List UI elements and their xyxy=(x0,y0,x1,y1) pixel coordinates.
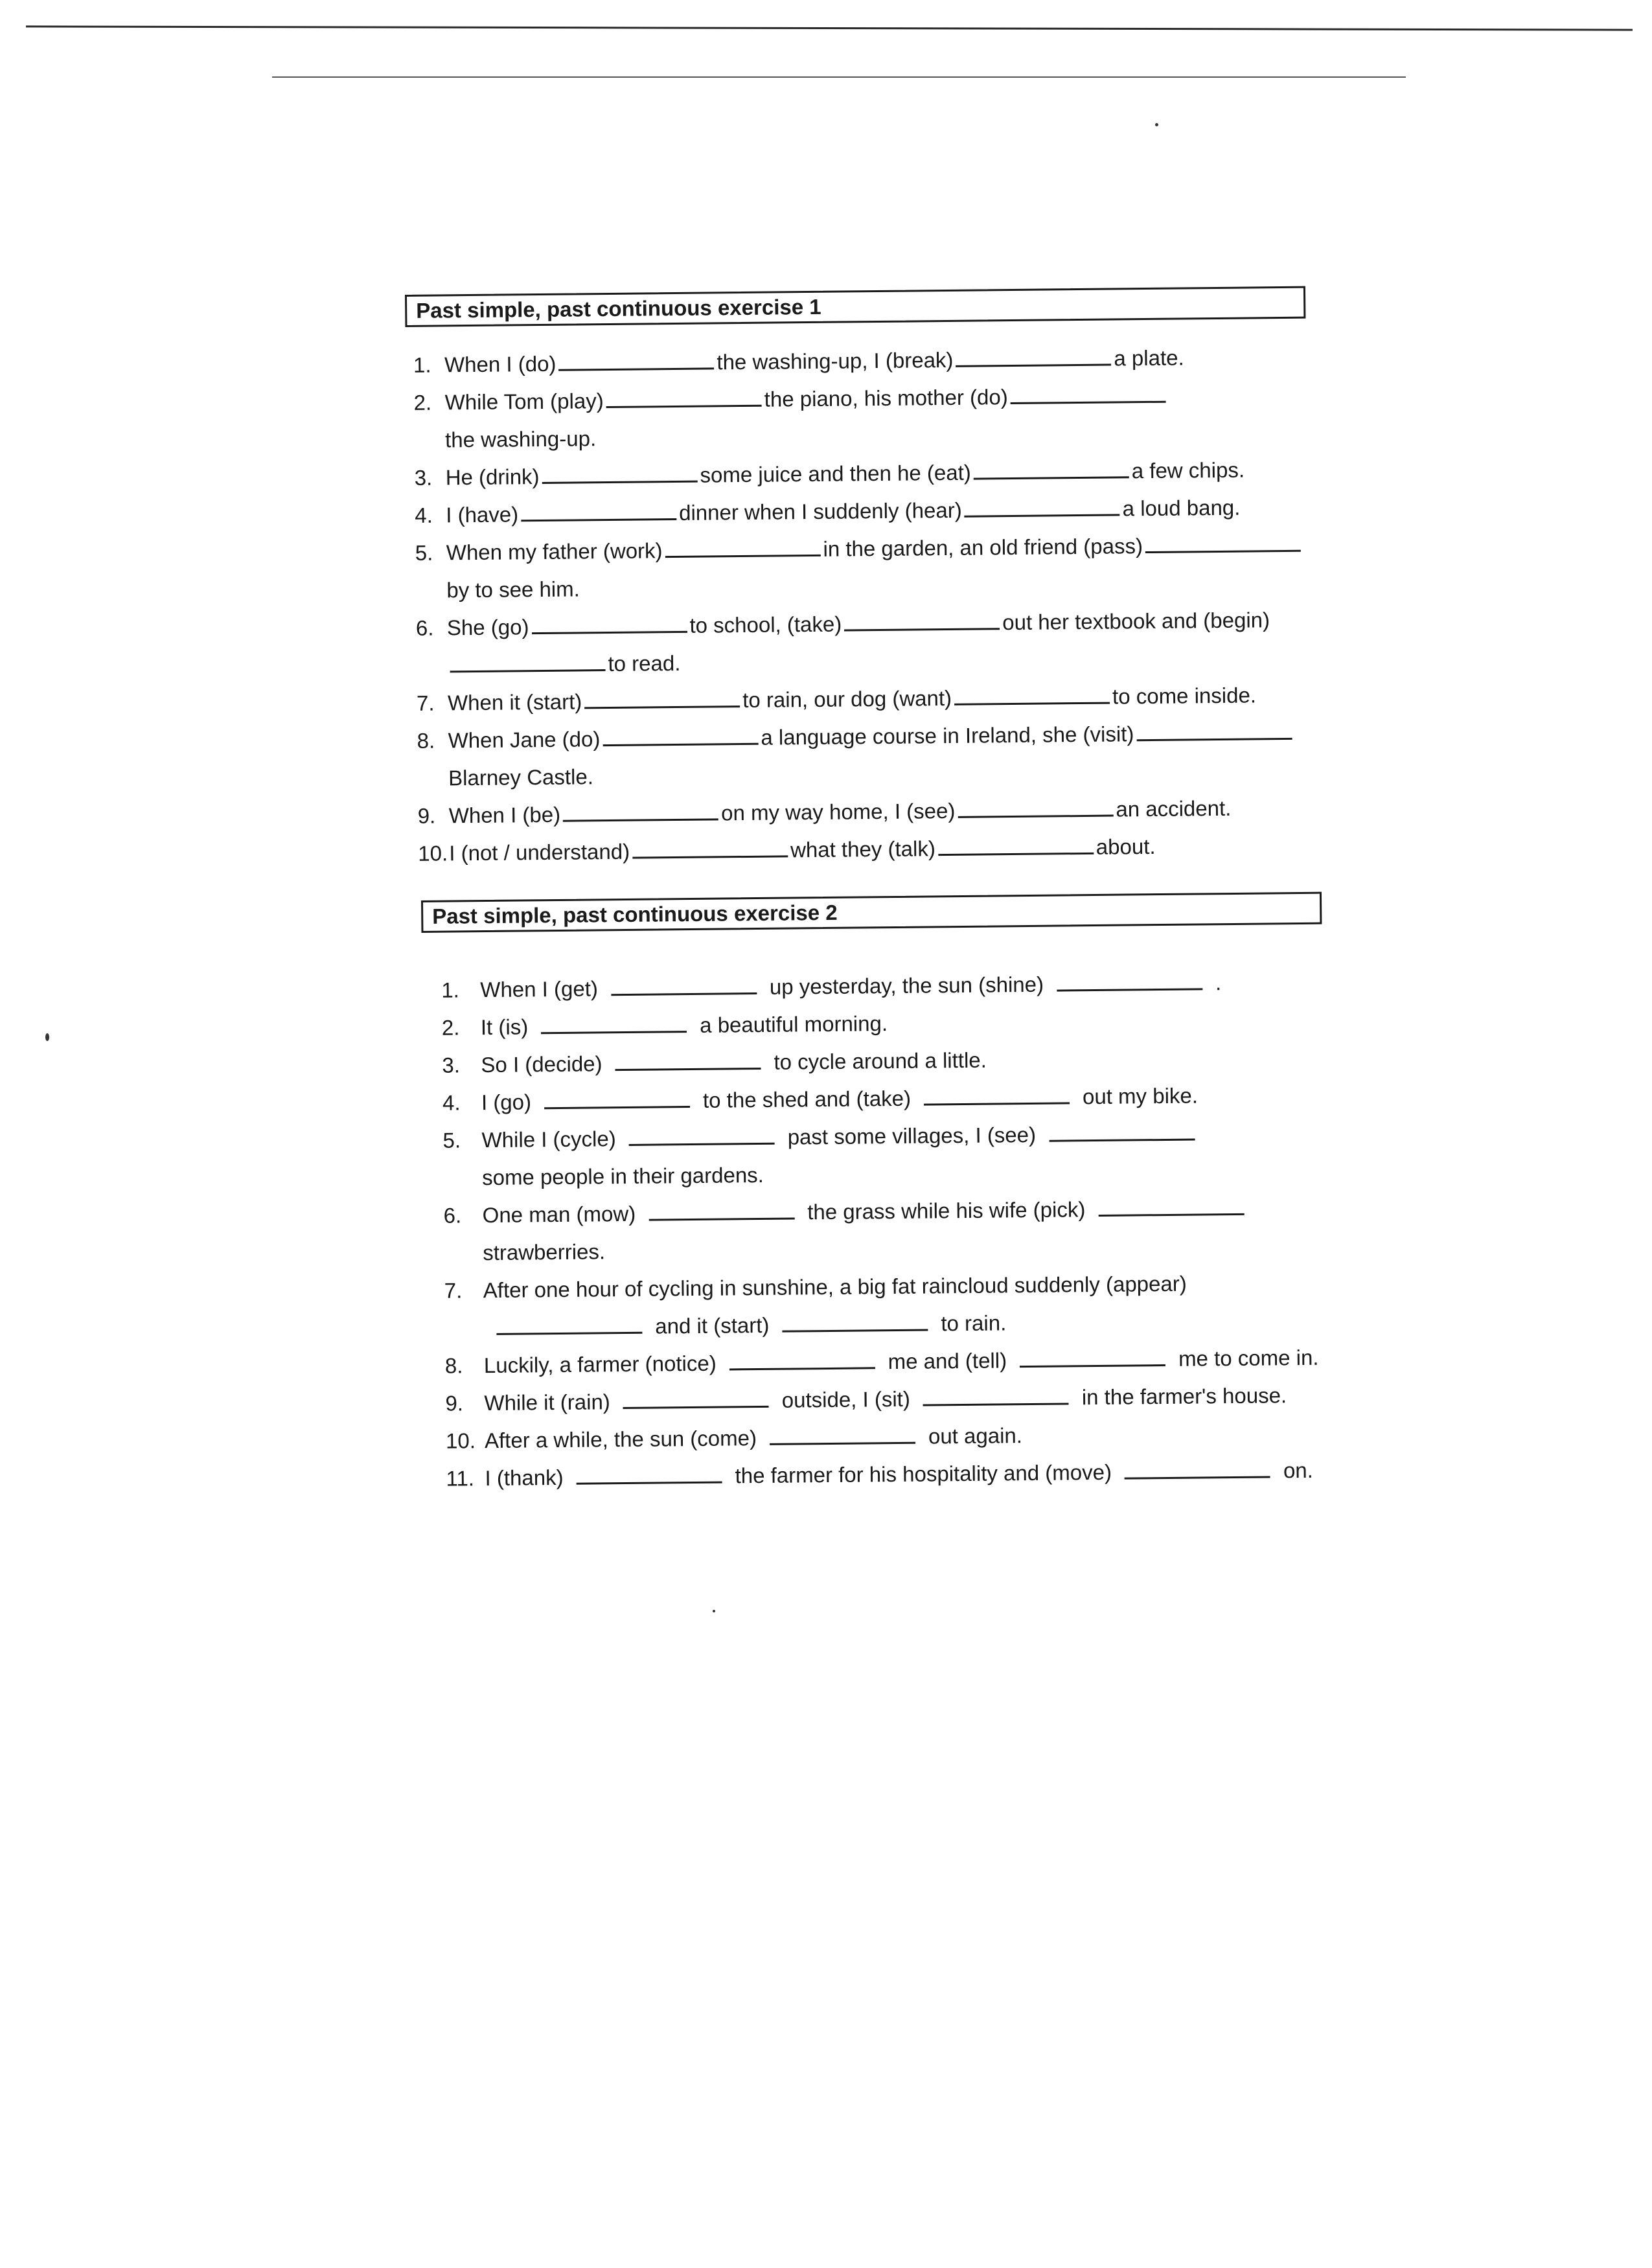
item-text: me to come in. xyxy=(1178,1345,1319,1371)
answer-blank[interactable] xyxy=(1136,716,1292,741)
answer-blank[interactable] xyxy=(1020,1342,1165,1368)
item-number: 11. xyxy=(446,1466,475,1491)
item-number: 9. xyxy=(417,803,436,828)
item-number: 10. xyxy=(445,1428,476,1453)
item-text: outside, I (sit) xyxy=(781,1386,911,1412)
item-number: 6. xyxy=(415,615,434,640)
item-number: 9. xyxy=(445,1391,464,1415)
answer-blank[interactable] xyxy=(974,454,1129,479)
item-text: I (thank) xyxy=(485,1465,564,1491)
scan-edge-line xyxy=(26,25,1633,30)
item-text: in the farmer's house. xyxy=(1081,1383,1287,1410)
item-text: to read. xyxy=(608,650,681,676)
item-number: 2. xyxy=(413,390,432,415)
item-text: When my father (work) xyxy=(446,538,663,565)
item-number: 5. xyxy=(415,540,433,565)
answer-blank[interactable] xyxy=(632,833,788,858)
item-text: to rain, our dog (want) xyxy=(742,685,952,713)
item-text: When I (get) xyxy=(480,976,599,1002)
item-text: on my way home, I (see) xyxy=(720,798,956,825)
item-text: by to see him. xyxy=(446,577,580,602)
item-text: some people in their gardens. xyxy=(481,1162,764,1190)
item-text: the washing-up. xyxy=(444,426,597,452)
answer-blank[interactable] xyxy=(558,345,714,371)
item-number: 7. xyxy=(416,691,435,715)
item-text: dinner when I suddenly (hear) xyxy=(678,498,962,525)
answer-blank[interactable] xyxy=(956,342,1111,367)
exercise-2 xyxy=(421,892,1327,1498)
item-number: 8. xyxy=(417,728,435,753)
item-text: One man (mow) xyxy=(482,1201,636,1228)
answer-blank[interactable] xyxy=(542,459,697,484)
item-number: 10. xyxy=(418,841,448,865)
item-text: When Jane (do) xyxy=(448,727,601,753)
item-text: an accident. xyxy=(1116,796,1232,821)
item-text: out her textbook and (begin) xyxy=(1002,608,1270,635)
item-number: 5. xyxy=(442,1128,461,1152)
answer-blank[interactable] xyxy=(924,1080,1070,1105)
item-text: a few chips. xyxy=(1131,457,1245,483)
item-text: the piano, his mother (do) xyxy=(764,385,1008,411)
answer-blank[interactable] xyxy=(648,1195,794,1220)
item-text: to come inside. xyxy=(1112,683,1257,709)
answer-blank[interactable] xyxy=(1098,1191,1244,1217)
answer-blank[interactable] xyxy=(729,1345,875,1370)
exercise-item xyxy=(407,526,1309,610)
answer-blank[interactable] xyxy=(584,683,740,709)
exercise-item xyxy=(425,1264,1326,1347)
answer-blank[interactable] xyxy=(964,492,1119,517)
item-text: a loud bang. xyxy=(1122,495,1241,521)
scan-speck xyxy=(45,1033,49,1041)
item-text: After a while, the sun (come) xyxy=(484,1426,757,1453)
answer-blank[interactable] xyxy=(1049,1117,1195,1142)
exercise-item xyxy=(423,1114,1324,1197)
item-text: Luckily, a farmer (notice) xyxy=(483,1351,717,1378)
item-text: some juice and then he (eat) xyxy=(700,460,971,487)
item-text: While Tom (play) xyxy=(444,389,604,415)
item-text: on. xyxy=(1283,1458,1314,1483)
item-text: He (drink) xyxy=(445,464,540,490)
item-text: past some villages, I (see) xyxy=(787,1122,1037,1149)
item-text: a language course in Ireland, she (visit) xyxy=(761,722,1134,750)
item-text: the grass while his wife (pick) xyxy=(807,1197,1086,1224)
answer-blank[interactable] xyxy=(521,496,676,521)
exercise-item xyxy=(406,376,1307,459)
item-text: When it (start) xyxy=(447,689,582,715)
item-text: to cycle around a little. xyxy=(774,1048,987,1074)
item-text: the farmer for his hospitality and (move) xyxy=(735,1460,1112,1488)
exercise-1 xyxy=(405,286,1311,873)
exercise-item xyxy=(409,714,1310,797)
answer-blank[interactable] xyxy=(665,533,820,558)
answer-blank[interactable] xyxy=(563,796,718,821)
answer-blank[interactable] xyxy=(531,609,687,634)
item-text: out my bike. xyxy=(1082,1083,1199,1109)
item-number: 4. xyxy=(415,503,433,527)
item-text: When I (be) xyxy=(448,802,561,828)
exercise-item xyxy=(408,601,1309,685)
item-text: a plate. xyxy=(1114,345,1184,371)
answer-blank[interactable] xyxy=(844,606,1000,631)
answer-blank[interactable] xyxy=(541,1009,687,1034)
item-text: While I (cycle) xyxy=(481,1127,616,1152)
item-text: While it (rain) xyxy=(484,1390,610,1415)
item-number: 4. xyxy=(442,1090,461,1115)
item-text: a beautiful morning. xyxy=(700,1011,888,1037)
answer-blank[interactable] xyxy=(1125,1454,1270,1479)
answer-blank[interactable] xyxy=(1057,966,1202,991)
answer-blank[interactable] xyxy=(1010,379,1165,404)
item-text: to the shed and (take) xyxy=(702,1086,912,1112)
answer-blank[interactable] xyxy=(958,793,1113,818)
answer-blank[interactable] xyxy=(1145,528,1301,553)
item-text: strawberries. xyxy=(483,1239,606,1265)
item-text: and it (start) xyxy=(655,1312,770,1338)
item-text: to school, (take) xyxy=(689,612,842,637)
answer-blank[interactable] xyxy=(623,1384,769,1409)
scan-edge-line xyxy=(272,76,1406,78)
exercise-2-items xyxy=(422,963,1327,1498)
scan-speck xyxy=(1155,123,1158,126)
item-number: 7. xyxy=(444,1278,463,1303)
answer-blank[interactable] xyxy=(576,1460,722,1485)
item-text: what they (talk) xyxy=(790,836,935,862)
item-text: me and (tell) xyxy=(888,1348,1007,1374)
item-text: up yesterday, the sun (shine) xyxy=(769,972,1044,999)
answer-blank[interactable] xyxy=(954,680,1110,705)
answer-blank[interactable] xyxy=(938,830,1094,856)
item-text: to rain. xyxy=(941,1311,1007,1336)
item-text: about. xyxy=(1096,834,1156,859)
item-text: It (is) xyxy=(480,1014,529,1040)
exercise-2-title: Past simple, past continuous exercise 2 xyxy=(421,892,1322,933)
item-text: She (go) xyxy=(446,615,529,640)
exercise-1-title: Past simple, past continuous exercise 1 xyxy=(405,286,1305,327)
item-number: 2. xyxy=(441,1015,460,1040)
answer-blank[interactable] xyxy=(602,721,758,746)
item-number: 1. xyxy=(413,352,431,377)
answer-blank[interactable] xyxy=(770,1420,915,1445)
item-text: in the garden, an old friend (pass) xyxy=(823,534,1143,561)
exercise-item xyxy=(426,1452,1327,1498)
item-number: 3. xyxy=(442,1053,461,1077)
answer-blank[interactable] xyxy=(544,1084,690,1109)
answer-blank[interactable] xyxy=(782,1307,928,1333)
item-text: I (go) xyxy=(481,1090,532,1115)
item-text: When I (do) xyxy=(444,351,556,377)
item-text: After one hour of cycling in sunshine, a big fat raincloud suddenly (appear) xyxy=(483,1271,1187,1303)
answer-blank[interactable] xyxy=(615,1046,761,1071)
item-text: I (have) xyxy=(446,502,519,527)
scan-speck xyxy=(713,1610,715,1612)
item-number: 1. xyxy=(441,978,460,1002)
answer-blank[interactable] xyxy=(628,1121,774,1146)
answer-blank[interactable] xyxy=(611,970,757,996)
item-text: I (not / understand) xyxy=(449,839,630,865)
item-text: out again. xyxy=(928,1423,1023,1449)
exercise-1-items xyxy=(406,338,1311,873)
item-text: . xyxy=(1215,970,1222,995)
answer-blank[interactable] xyxy=(450,647,605,672)
answer-blank[interactable] xyxy=(923,1380,1069,1406)
answer-blank[interactable] xyxy=(496,1310,642,1335)
item-number: 8. xyxy=(444,1353,463,1378)
item-number: 6. xyxy=(443,1203,462,1228)
answer-blank[interactable] xyxy=(606,383,761,408)
exercise-item xyxy=(424,1189,1325,1272)
item-text: So I (decide) xyxy=(481,1051,602,1077)
item-text: Blarney Castle. xyxy=(448,764,594,790)
item-number: 3. xyxy=(414,465,433,490)
item-text: the washing-up, I (break) xyxy=(717,347,954,374)
exercise-item xyxy=(410,827,1311,873)
